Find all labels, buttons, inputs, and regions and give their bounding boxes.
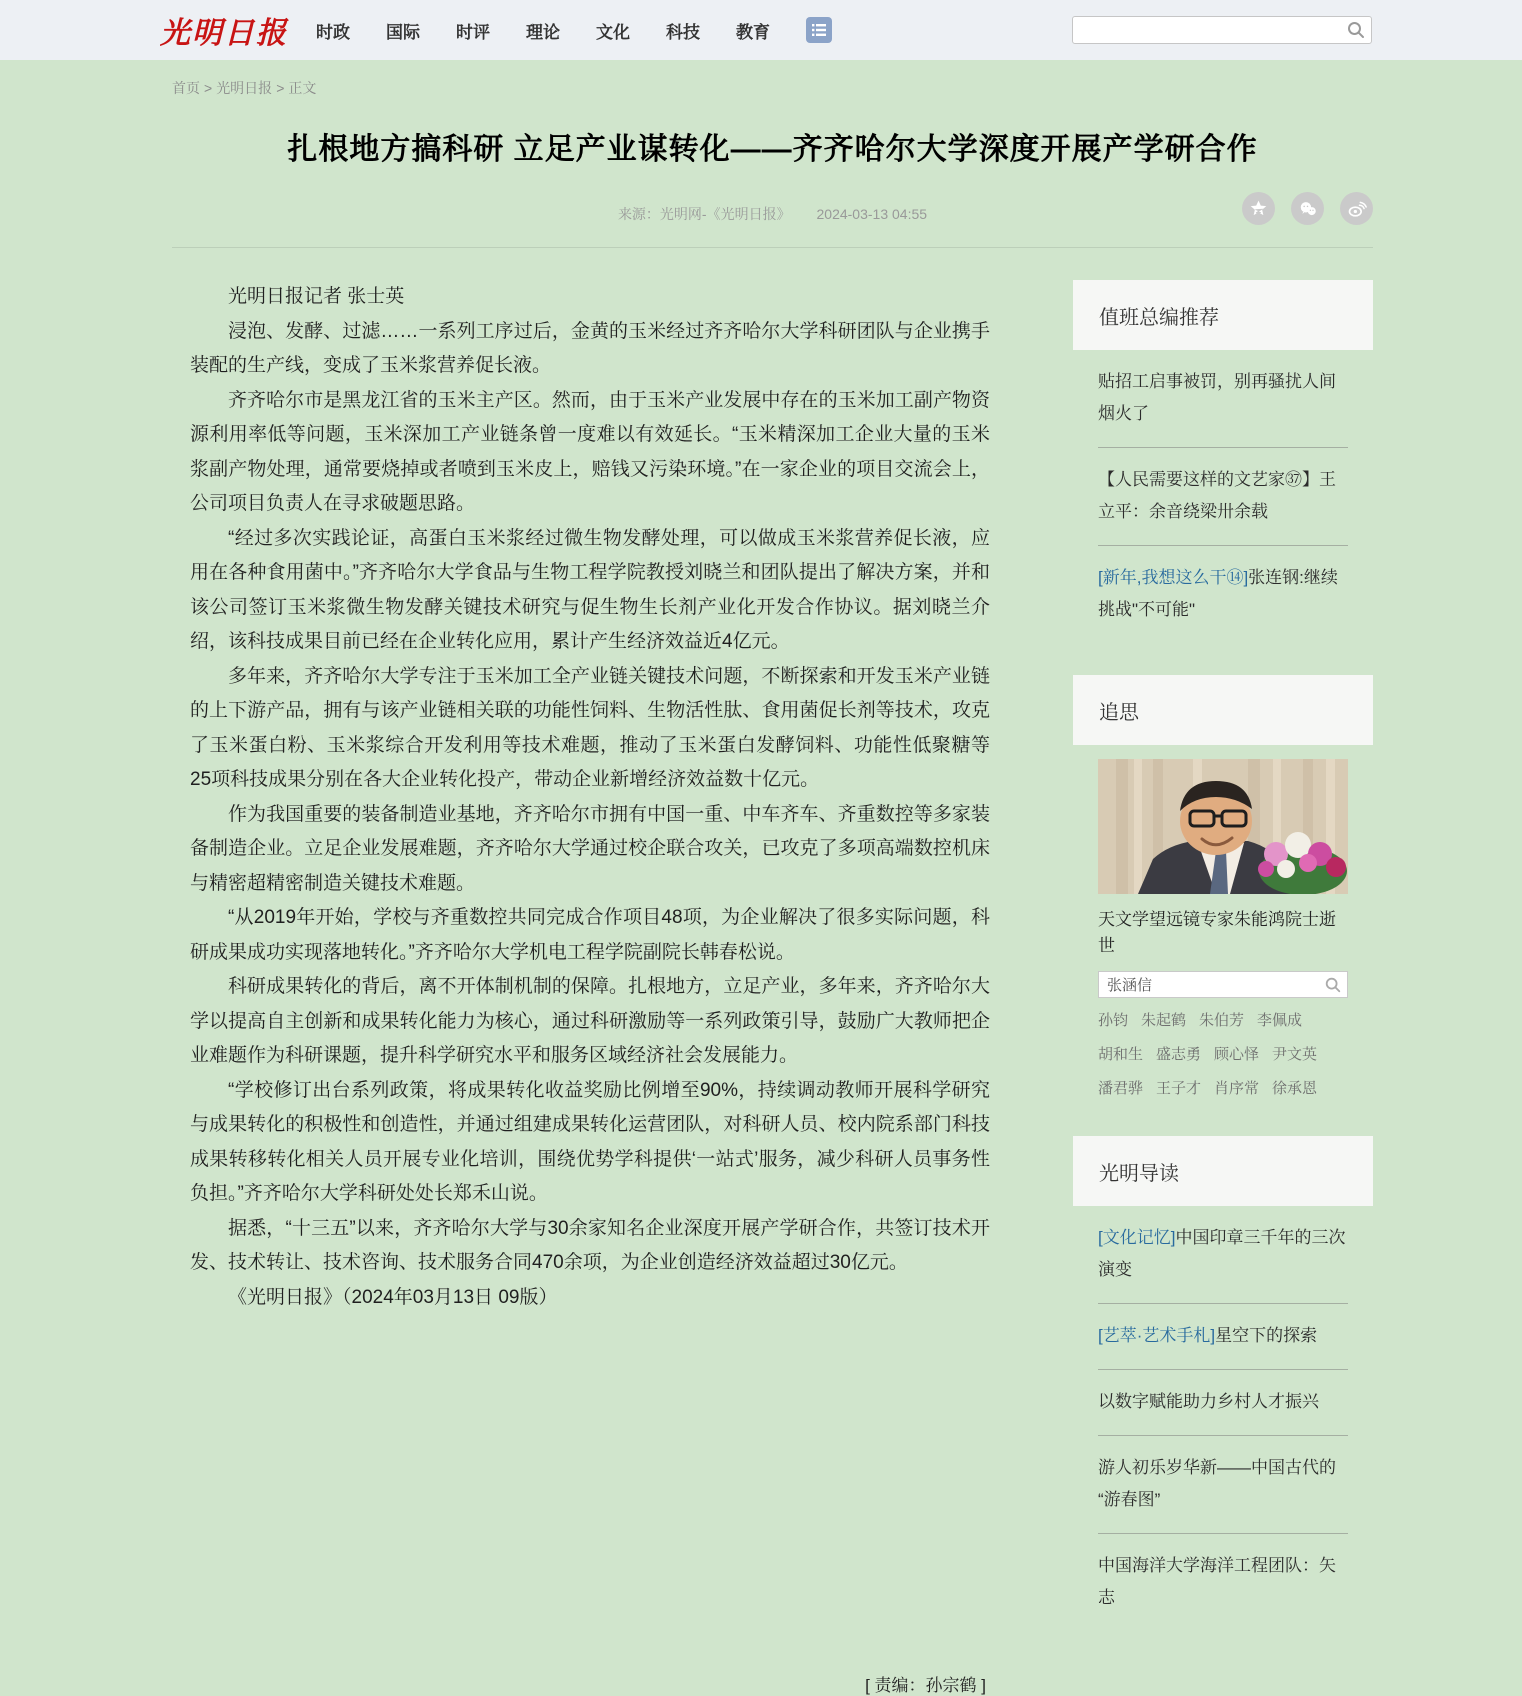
memorial-name-link[interactable]: 徐承恩	[1272, 1080, 1318, 1097]
memorial-name-link[interactable]: 潘君骅	[1098, 1080, 1144, 1097]
memorial-name-links	[1098, 1006, 1348, 1104]
qzone-icon	[1249, 199, 1268, 218]
wechat-icon	[1298, 199, 1318, 219]
menu-item[interactable]: 国际	[386, 22, 420, 42]
menu-item[interactable]: 时政	[316, 22, 350, 42]
item-text: 以数字赋能助力乡村人才振兴	[1098, 1392, 1319, 1411]
search-icon[interactable]	[1346, 20, 1366, 40]
list-item[interactable]	[1098, 447, 1348, 545]
qzone-share-button[interactable]	[1242, 192, 1275, 225]
share-buttons	[1226, 192, 1373, 225]
memorial-name-link[interactable]: 王子才	[1156, 1080, 1202, 1097]
sidebar-section-editor-picks	[1073, 280, 1373, 643]
item-tag-link[interactable]: [艺萃·艺术手札]	[1098, 1326, 1216, 1345]
memorial-name-link[interactable]: 尹文英	[1272, 1046, 1318, 1063]
article-paragraph: 作为我国重要的装备制造业基地，齐齐哈尔市拥有中国一重、中车齐车、齐重数控等多家装备制造企业。立足企业发展难题，齐齐哈尔大学通过校企联合攻关，已攻克了多项高端数控机床与精密超精密制造关键技术难题。	[190, 803, 990, 894]
list-icon	[810, 21, 828, 39]
list-item[interactable]	[1098, 1303, 1348, 1369]
article-paragraph: “学校修订出台系列政策，将成果转化收益奖励比例增至90%，持续调动教师开展科学研究与成果转化的积极性和创造性，并通过组建成果转化运营团队，对科研人员、校内院系部门科技成果转移转化相关人员开展专业化培训，围绕优势学科提供‘一站式’服务，减少科研人员事务性负担。”齐齐哈尔大学科研处处长郑禾山说。	[190, 1079, 990, 1204]
memorial-search	[1098, 971, 1348, 998]
weibo-icon	[1347, 199, 1367, 219]
article-body	[190, 280, 990, 1315]
breadcrumb-link[interactable]: 正文	[288, 80, 317, 96]
header-search-input[interactable]	[1072, 16, 1372, 44]
item-text: 中国印章三千年的三次演变	[1098, 1228, 1346, 1279]
list-item[interactable]	[1098, 1206, 1348, 1303]
breadcrumb	[172, 60, 1373, 98]
memorial-name-link[interactable]: 李佩成	[1257, 1012, 1303, 1029]
memorial-name-link[interactable]: 肖序常	[1214, 1080, 1260, 1097]
wechat-share-button[interactable]	[1291, 192, 1324, 225]
section-title: 值班总编推荐	[1073, 280, 1373, 350]
search-icon[interactable]	[1324, 976, 1342, 994]
weibo-share-button[interactable]	[1340, 192, 1373, 225]
article-paragraph: 据悉，“十三五”以来，齐齐哈尔大学与30余家知名企业深度开展产学研合作，共签订技术开发、技术转让、技术咨询、技术服务合同470余项，为企业创造经济效益超过30亿元。	[190, 1217, 990, 1273]
list-item[interactable]	[1098, 1533, 1348, 1631]
article-paragraph: “经过多次实践论证，高蛋白玉米浆经过微生物发酵处理，可以做成玉米浆营养促长液，应用在各种食用菌中。”齐齐哈尔大学食品与生物工程学院教授刘晓兰和团队提出了解决方案，并和该公司签订玉米浆微生物发酵关键技术研究与促生物生长剂产业化开发合作协议。据刘晓兰介绍，该科技成果目前已经在企业转化应用，累计产生经济效益近4亿元。	[190, 527, 990, 652]
list-item[interactable]	[1098, 545, 1348, 643]
item-text: 星空下的探索	[1215, 1326, 1318, 1345]
section-title: 追思	[1073, 675, 1373, 745]
article-paragraph: 浸泡、发酵、过滤……一系列工序过后，金黄的玉米经过齐齐哈尔大学科研团队与企业携手装配的生产线，变成了玉米浆营养促长液。	[190, 320, 990, 376]
item-tag-link[interactable]: [新年,我想这么干⑭]	[1098, 568, 1249, 587]
memorial-name-link[interactable]: 胡和生	[1098, 1046, 1144, 1063]
item-text: 中国海洋大学海洋工程团队：矢志	[1098, 1556, 1336, 1607]
sidebar	[1073, 280, 1373, 1663]
sidebar-section-memorial	[1073, 675, 1373, 1104]
article-paragraph: 科研成果转化的背后，离不开体制机制的保障。扎根地方，立足产业，多年来，齐齐哈尔大学以提高自主创新和成果转化能力为核心，通过科研激励等一系列政策引导，鼓励广大教师把企业难题作为科研课题，提升科学研究水平和服务区域经济社会发展能力。	[190, 976, 990, 1066]
item-text: 游人初乐岁华新——中国古代的 “游春图”	[1098, 1458, 1336, 1509]
article-datetime: 2024-03-13 04:55	[816, 206, 928, 222]
memorial-name-link[interactable]: 盛志勇	[1156, 1046, 1202, 1063]
breadcrumb-link[interactable]: 光明日报	[216, 80, 273, 96]
breadcrumb-separator: >	[204, 80, 213, 96]
menu-item[interactable]: 文化	[596, 22, 630, 42]
item-text: 【人民需要这样的文艺家㊲】王立平：余音绕梁卅余载	[1098, 470, 1336, 521]
memorial-name-link[interactable]: 顾心怿	[1214, 1046, 1260, 1063]
article-paragraph: 光明日报记者 张士英	[228, 286, 405, 307]
article-source: 来源：光明网-《光明日报》	[617, 206, 791, 222]
menu-item[interactable]: 教育	[736, 22, 770, 42]
memorial-photo[interactable]	[1098, 759, 1348, 894]
menu-item[interactable]: 时评	[456, 22, 490, 42]
header-search	[1072, 16, 1372, 44]
memorial-search-input[interactable]	[1098, 971, 1348, 998]
portrait-image	[1098, 759, 1348, 894]
section-title: 光明导读	[1073, 1136, 1373, 1206]
page-title: 扎根地方搞科研 立足产业谋转化——齐齐哈尔大学深度开展产学研合作	[287, 133, 1258, 166]
article-paragraph: 多年来，齐齐哈尔大学专注于玉米加工全产业链关键技术问题，不断探索和开发玉米产业链的上下游产品，拥有与该产业链相关联的功能性饲料、生物活性肽、食用菌促长剂等技术，攻克了玉米蛋白粉、玉米浆综合开发利用等技术难题，推动了玉米蛋白发酵饲料、功能性低聚糖等25项科技成果分别在各大企业转化投产，带动企业新增经济效益数十亿元。	[190, 665, 990, 790]
header-divider	[172, 247, 1373, 248]
item-tag-link[interactable]: [文化记忆]	[1098, 1228, 1176, 1247]
article-meta	[172, 192, 1373, 224]
article-paragraph: “从2019年开始，学校与齐重数控共同完成合作项目48项，为企业解决了很多实际问题，科研成果成功实现落地转化。”齐齐哈尔大学机电工程学院副院长韩春松说。	[190, 907, 990, 963]
article-paragraph: 《光明日报》（2024年03月13日 09版）	[228, 1286, 558, 1308]
channel-list-button[interactable]	[806, 17, 832, 43]
editor-credit: [ 责编：孙宗鹤 ]	[865, 1676, 986, 1695]
memorial-name-link[interactable]: 朱伯芳	[1199, 1012, 1245, 1029]
menu-item[interactable]: 科技	[666, 22, 700, 42]
breadcrumb-separator: >	[276, 80, 285, 96]
memorial-name-link[interactable]: 朱起鹤	[1141, 1012, 1187, 1029]
page-content	[172, 60, 1373, 1696]
breadcrumb-link[interactable]: 首页	[172, 80, 200, 96]
top-navigation-bar	[0, 0, 1522, 60]
item-text: 张连钢:继续挑战"不可能"	[1098, 568, 1338, 619]
article-paragraph: 齐齐哈尔市是黑龙江省的玉米主产区。然而，由于玉米产业发展中存在的玉米加工副产物资源利用率低等问题，玉米深加工产业链条曾一度难以有效延长。“玉米精深加工企业大量的玉米浆副产物处理，通常要烧掉或者喷到玉米皮上，赔钱又污染环境。”在一家企业的项目交流会上，公司项目负责人在寻求破题思路。	[190, 389, 990, 514]
memorial-name-link[interactable]: 孙钧	[1098, 1012, 1129, 1029]
list-item[interactable]	[1098, 350, 1348, 447]
list-item[interactable]	[1098, 1369, 1348, 1435]
list-item[interactable]	[1098, 1435, 1348, 1533]
sidebar-section-reading-guide	[1073, 1136, 1373, 1631]
item-text: 贴招工启事被罚，别再骚扰人间烟火了	[1098, 372, 1336, 423]
site-logo[interactable]: 光明日报	[160, 16, 288, 51]
memorial-photo-caption[interactable]: 天文学望远镜专家朱能鸿院士逝世	[1098, 910, 1336, 955]
main-menu	[316, 18, 806, 43]
article-meta-row	[172, 192, 1373, 232]
menu-item[interactable]: 理论	[526, 22, 560, 42]
